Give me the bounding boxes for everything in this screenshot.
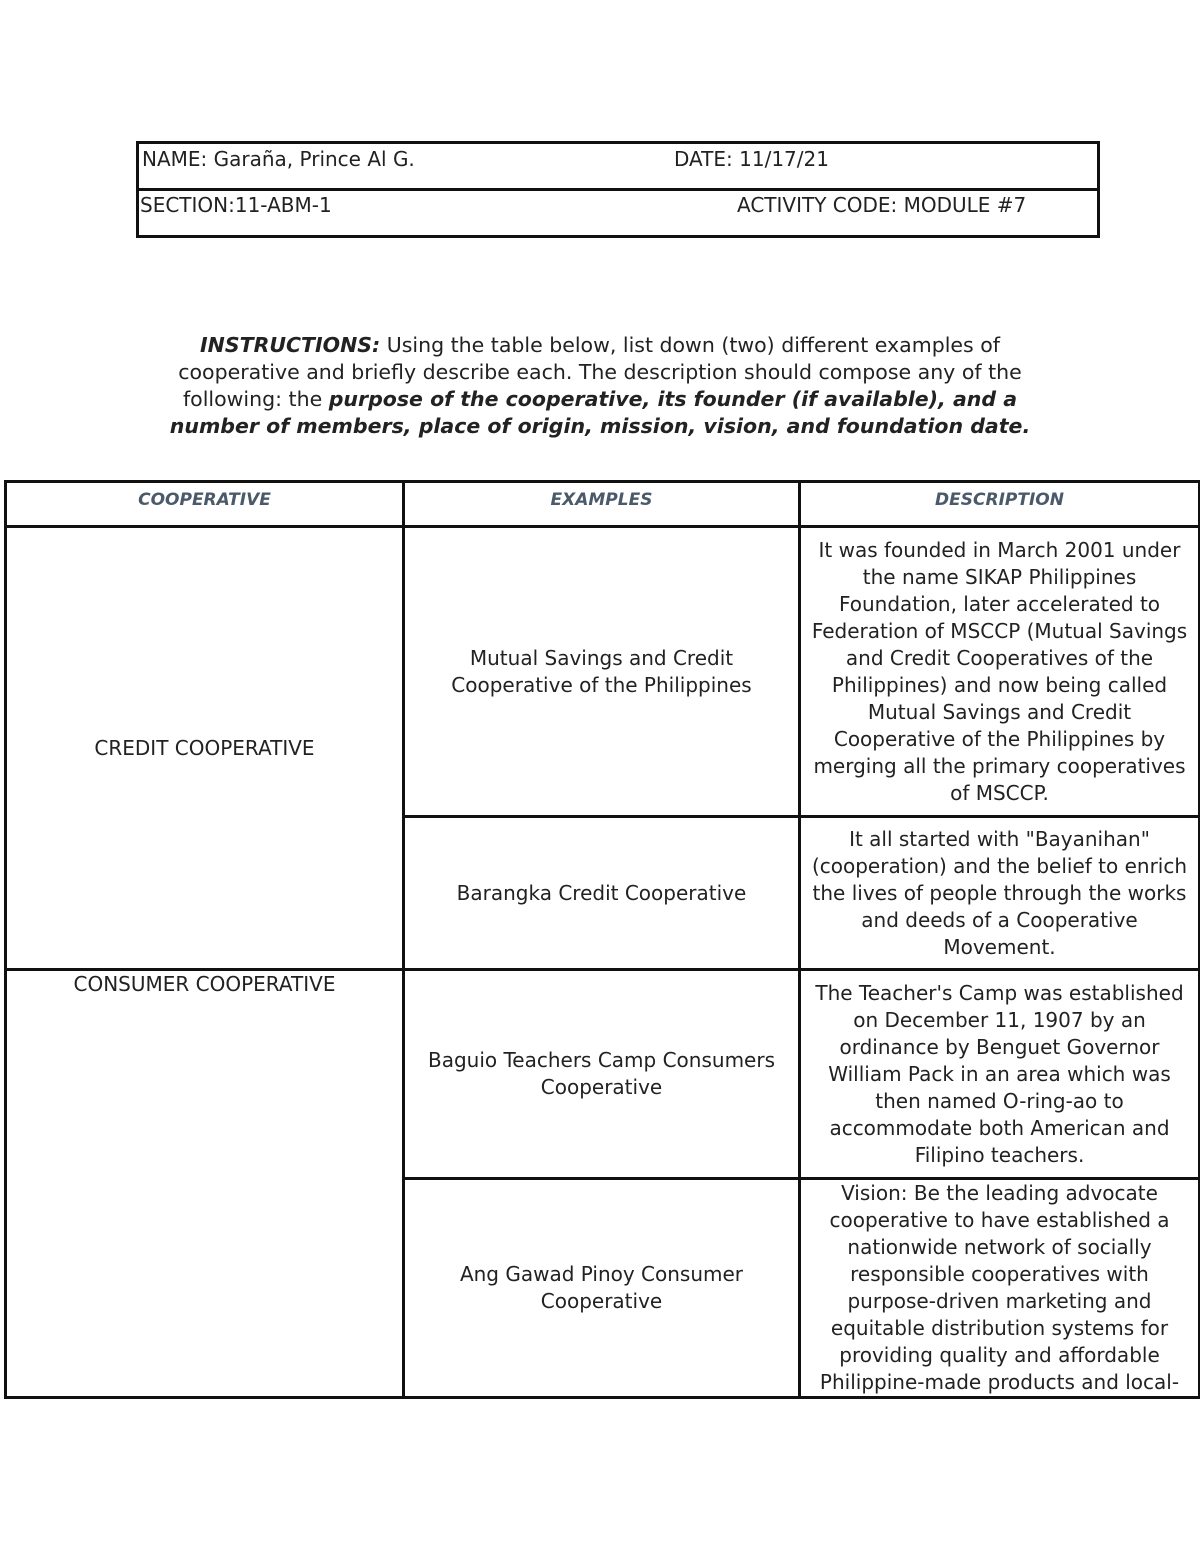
col-header-examples: EXAMPLES (404, 482, 800, 527)
name-label: NAME: (142, 147, 208, 171)
date-value: 11/17/21 (739, 147, 829, 171)
table-row (6, 527, 1200, 817)
section-value: 11-ABM-1 (234, 193, 332, 217)
category-consumer: CONSUMER COOPERATIVE (6, 970, 404, 1398)
description-cell: The Teacher's Camp was established on December 11, 1907 by an ordinance by Benguet Governor William Pack in an area which was then named O-ring-ao to accommodate both American and Filipino teachers. (800, 970, 1200, 1179)
example-cell: Mutual Savings and Credit Cooperative of the Philippines (404, 527, 800, 817)
section-label: SECTION: (140, 193, 235, 217)
description-cell: It was founded in March 2001 under the name SIKAP Philippines Foundation, later accelerated to Federation of MSCCP (Mutual Savings and Credit Cooperatives of the Philippines) and now being called Mutual Savings and Credit Cooperative of the Philippines by merging all the primary cooperatives of MSCCP. (800, 527, 1200, 817)
date-field (674, 147, 829, 171)
activity-code-field (737, 193, 1026, 217)
date-label: DATE: (674, 147, 733, 171)
table-row (6, 970, 1200, 1179)
col-header-cooperative: COOPERATIVE (6, 482, 404, 527)
section-field (140, 193, 332, 217)
example-cell: Baguio Teachers Camp Consumers Cooperative (404, 970, 800, 1179)
name-field (142, 147, 415, 171)
activity-value: MODULE #7 (903, 193, 1027, 217)
example-cell: Ang Gawad Pinoy Consumer Cooperative (404, 1179, 800, 1398)
header-divider (139, 188, 1097, 191)
cooperative-table (4, 480, 1200, 1399)
description-cell: Vision: Be the leading advocate cooperative to have established a nationwide network of socially responsible cooperatives with purpose-driven marketing and equitable distribution systems for providing quality and affordable Philippine-made products and local- (800, 1179, 1200, 1398)
activity-label: ACTIVITY CODE: (737, 193, 898, 217)
description-cell: It all started with "Bayanihan" (cooperation) and the belief to enrich the lives of people through the works and deeds of a Cooperative Movement. (800, 817, 1200, 970)
instructions-label: INSTRUCTIONS: (200, 333, 381, 357)
category-credit: CREDIT COOPERATIVE (6, 527, 404, 970)
col-header-description: DESCRIPTION (800, 482, 1200, 527)
table-header-row (6, 482, 1200, 527)
name-value: Garaña, Prince Al G. (213, 147, 415, 171)
instructions-text: Using the table below, list down (two) different examples of cooperative and briefly describe each. The description should compose any of the following: the (178, 333, 1022, 411)
example-cell: Barangka Credit Cooperative (404, 817, 800, 970)
instructions-emphasis: purpose of the cooperative, its founder (if available), and a number of members, place of origin, mission, vision, and foundation date. (169, 387, 1031, 438)
instructions (150, 332, 1050, 440)
